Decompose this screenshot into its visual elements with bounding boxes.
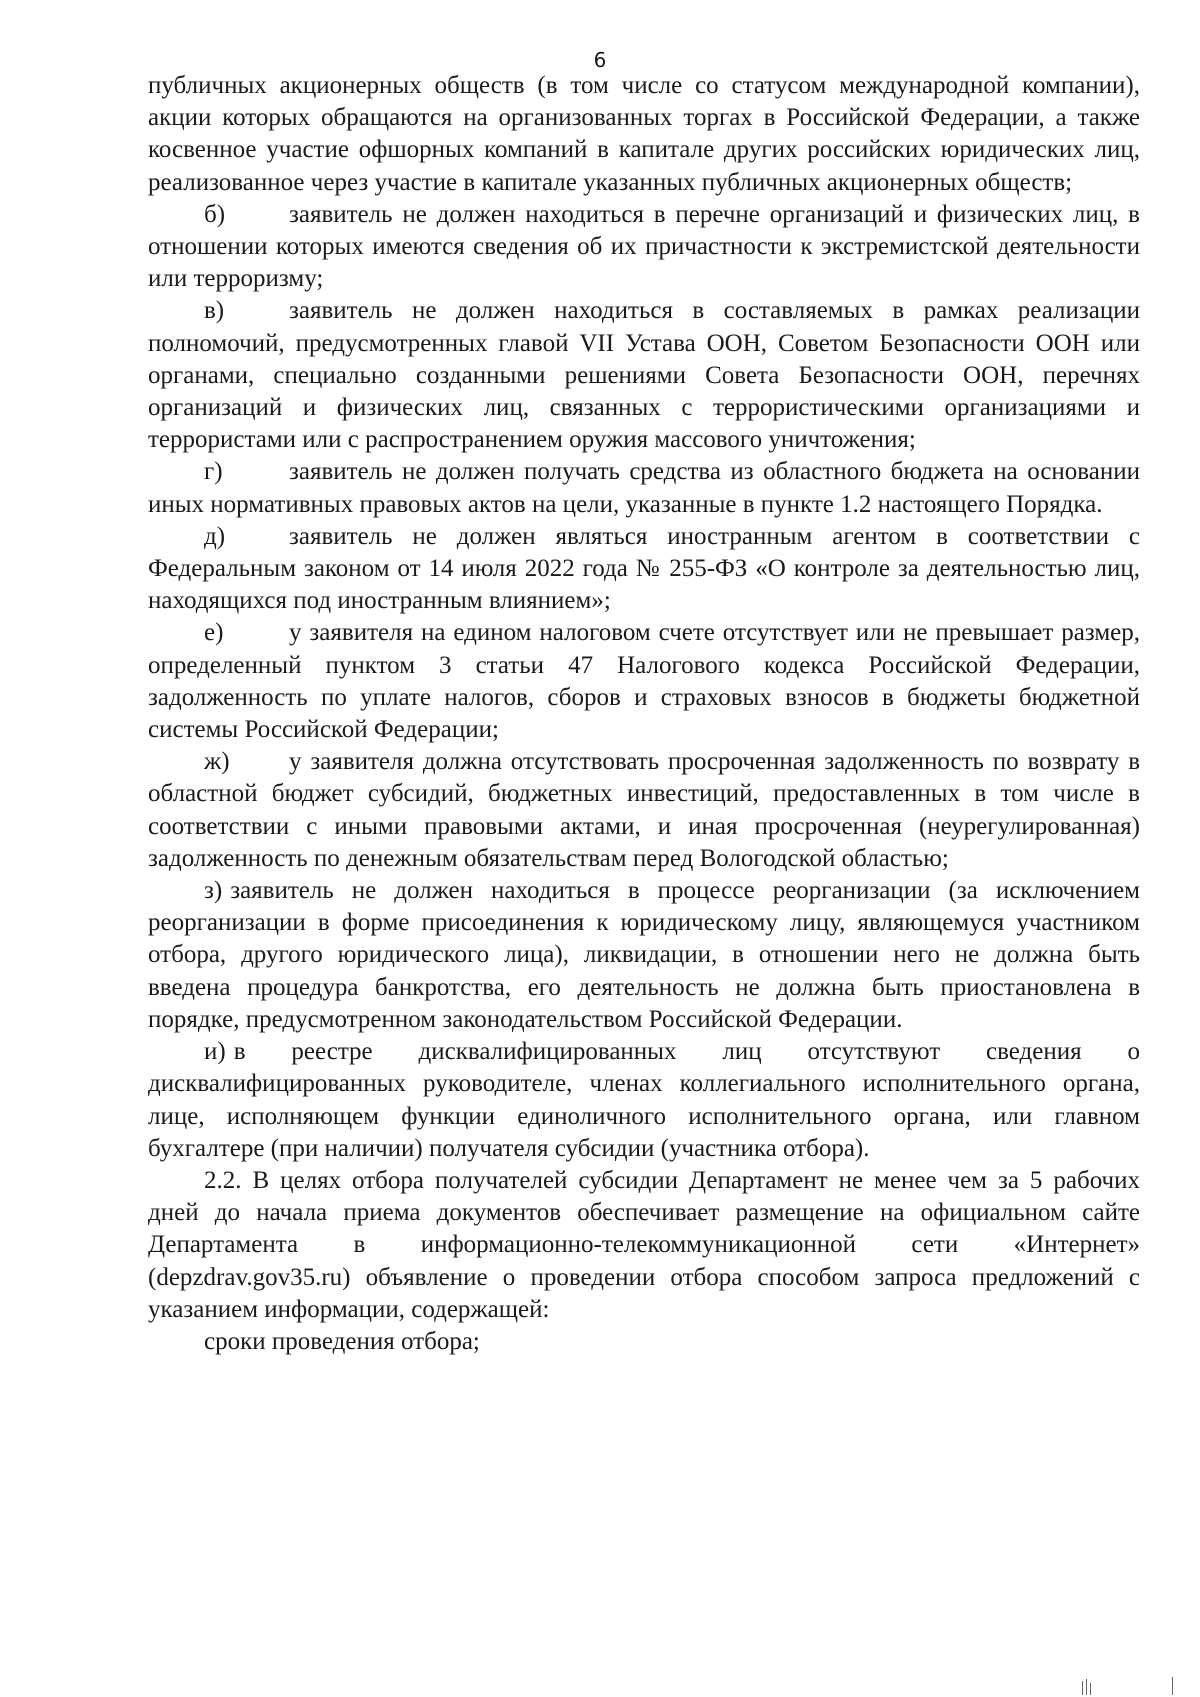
- list-item-z: [148, 875, 1140, 1036]
- list-item-i: [148, 1036, 1140, 1165]
- list-item-d: [148, 521, 1140, 618]
- list-text-b: заявитель не должен находиться в перечне организаций и физических лиц, в отношении которых имеются сведения об их причастности к экстремистской деятельности или терроризму;: [148, 200, 1140, 293]
- scan-mark: [1172, 1677, 1173, 1695]
- list-label-e: е): [204, 619, 224, 647]
- paragraph-2-2: 2.2. В целях отбора получателей субсидии Департамент не менее чем за 5 рабочих дней до начала приема документов обеспечивает размещение на официальном сайте Департамента в информационно-телекоммуникационной сети «Интернет» (depzdrav.gov35.ru) объявление о проведении отбора способом запроса предложений с указанием информации, содержащей:: [148, 1166, 1140, 1323]
- list-label-z: з): [204, 877, 223, 905]
- page-number: 6: [593, 48, 607, 72]
- list-label-zh: ж): [204, 748, 230, 776]
- list-item-g: [148, 456, 1140, 520]
- list-item-b: [148, 199, 1140, 296]
- list-item-v: [148, 295, 1140, 456]
- paragraph-selection-terms: сроки проведения отбора;: [204, 1327, 480, 1355]
- scan-edge-marks: [1062, 1677, 1182, 1695]
- list-text-v: заявитель не должен находиться в составляемых в рамках реализации полномочий, предусмотренных главой VII Устава ООН, Советом Безопасности ООН или органами, специально созданными решениями Совета Безопасности ООН, перечнях организаций и физических лиц, связанных с террористическими организациями и террористами или с распространением оружия массового уничтожения;: [148, 297, 1140, 454]
- list-item-e: [148, 617, 1140, 746]
- scan-mark: [1082, 1681, 1083, 1695]
- list-text-g: заявитель не должен получать средства из областного бюджета на основании иных нормативных правовых актов на цели, указанные в пункте 1.2 настоящего Порядка.: [148, 458, 1140, 518]
- list-label-b: б): [204, 200, 226, 228]
- paragraph-continuation: публичных акционерных обществ (в том числе со статусом международной компании), акции которых обращаются на организованных торгах в Российской Федерации, а также косвенное участие офшорных компаний в капитале других российских юридических лиц, реализованное через участие в капитале указанных публичных акционерных обществ;: [148, 72, 1140, 196]
- scan-mark: [1086, 1679, 1087, 1695]
- list-label-g: г): [204, 458, 223, 486]
- list-label-v: в): [204, 297, 225, 325]
- list-text-zh: у заявителя должна отсутствовать просроченная задолженность по возврату в областной бюджет субсидий, бюджетных инвестиций, предоставленных в том числе в соответствии с иными правовыми актами, и иная просроченная (неурегулированная) задолженность по денежным обязательствам перед Вологодской областью;: [148, 748, 1140, 872]
- scan-mark: [1090, 1683, 1091, 1695]
- list-text-z: заявитель не должен находиться в процессе реорганизации (за исключением реорганизации в форме присоединения к юридическому лицу, являющемуся участником отбора, другого юридического лица), ликвидации, в отношении него не должна быть введена процедура банкротства, его деятельность не должна быть приостановлена в порядке, предусмотренном законодательством Российской Федерации.: [148, 877, 1140, 1033]
- list-label-d: д): [204, 522, 226, 550]
- list-label-i: и): [204, 1038, 226, 1066]
- list-text-e: у заявителя на едином налоговом счете отсутствует или не превышает размер, определенный пунктом 3 статьи 47 Налогового кодекса Российской Федерации, задолженность по уплате налогов, сборов и страховых взносов в бюджеты бюджетной системы Российской Федерации;: [148, 619, 1140, 744]
- document-body: [148, 70, 1140, 1358]
- list-text-d: заявитель не должен являться иностранным агентом в соответствии с Федеральным законом от 14 июля 2022 года № 255-ФЗ «О контроле за деятельностью лиц, находящихся под иностранным влиянием»;: [148, 522, 1140, 615]
- list-text-i: в реестре дисквалифицированных лиц отсутствуют сведения о дисквалифицированных руководителе, членах коллегиального исполнительного органа, лице, исполняющем функции единоличного исполнительного органа, или главном бухгалтере (при наличии) получателя субсидии (участника отбора).: [148, 1038, 1140, 1162]
- list-item-zh: [148, 746, 1140, 875]
